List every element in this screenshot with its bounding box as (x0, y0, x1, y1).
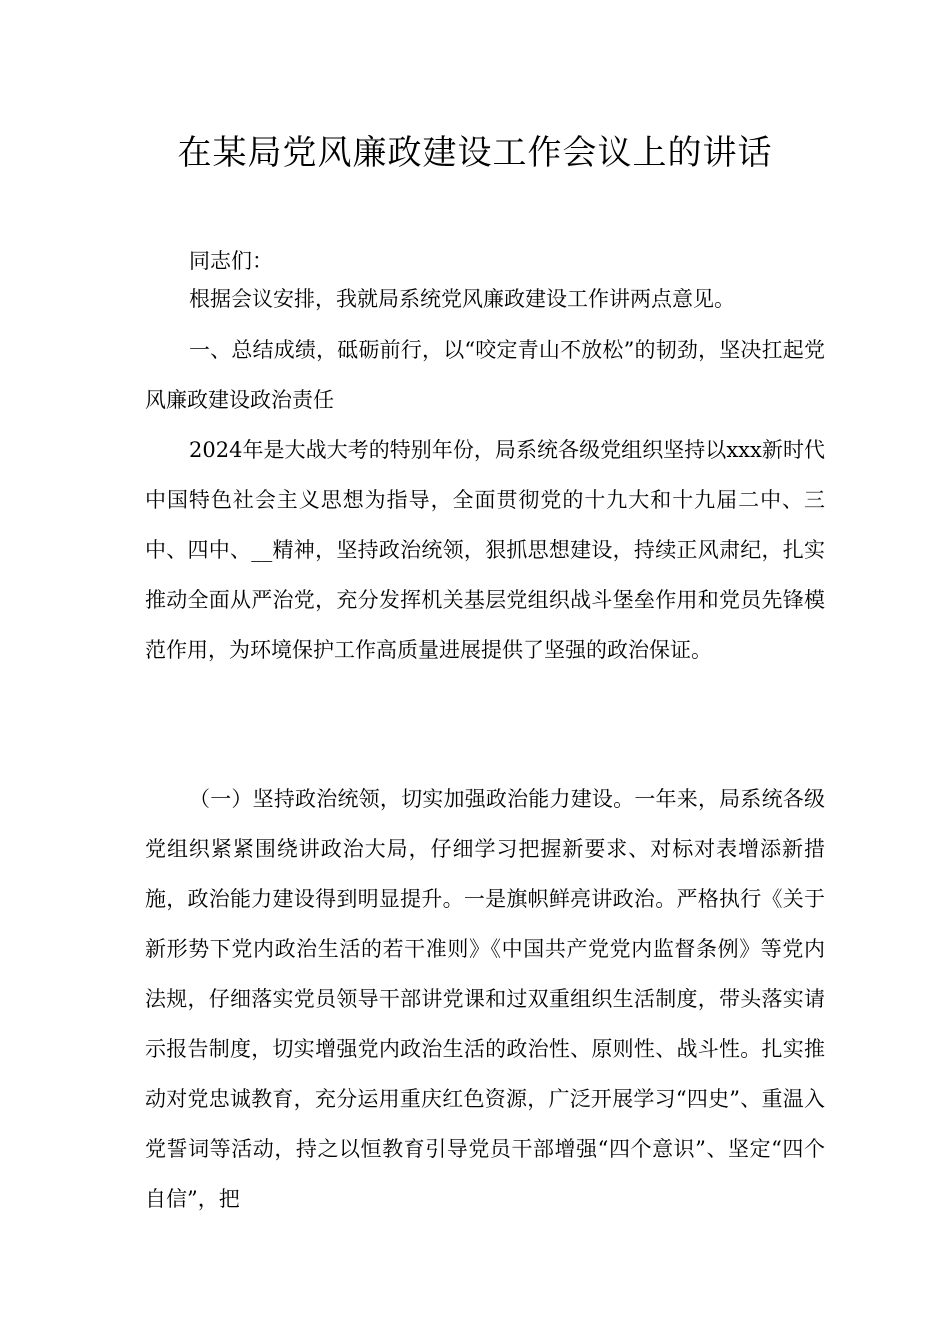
intro-paragraph: 根据会议安排，我就局系统党风廉政建设工作讲两点意见。 (189, 287, 735, 311)
document-title: 在某局党风廉政建设工作会议上的讲话 (177, 133, 773, 173)
salutation: 同志们： (189, 249, 273, 273)
section-heading-1: 一、总结成绩，砥砺前行，以“咬定青山不放松”的韧劲，坚决扛起党风廉政建设政治责任 (145, 338, 825, 412)
body-paragraph-subsection-1: （一）坚持政治统领，切实加强政治能力建设。一年来，局系统各级党组织紧紧围绕讲政治大局，仔细学习把握新要求、对标对表增添新措施，政治能力建设得到明显提升。一是旗帜鲜亮讲政治。严格执行《关于新形势下党内政治生活的若干准则》《中国共产党党内监督条例》等党内法规，仔细落实党员领导干部讲党课和过双重组织生活制度，带头落实请示报告制度，切实增强党内政治生活的政治性、原则性、战斗性。扎实推动对党忠诚教育，充分运用重庆红色资源，广泛开展学习“四史”、重温入党誓词等活动，持之以恒教育引导党员干部增强“四个意识”、坚定“四个自信”，把 (145, 787, 825, 1211)
body-paragraph-2024: 2024年是大战大考的特别年份，局系统各级党组织坚持以xxx新时代中国特色社会主义思想为指导，全面贯彻党的十九大和十九届二中、三中、四中、__精神，坚持政治统领，狠抓思想建设，持续正风肃纪，扎实推动全面从严治党，充分发挥机关基层党组织战斗堡垒作用和党员先锋模范作用，为环境保护工作高质量进展提供了坚强的政治保证。 (145, 438, 825, 662)
